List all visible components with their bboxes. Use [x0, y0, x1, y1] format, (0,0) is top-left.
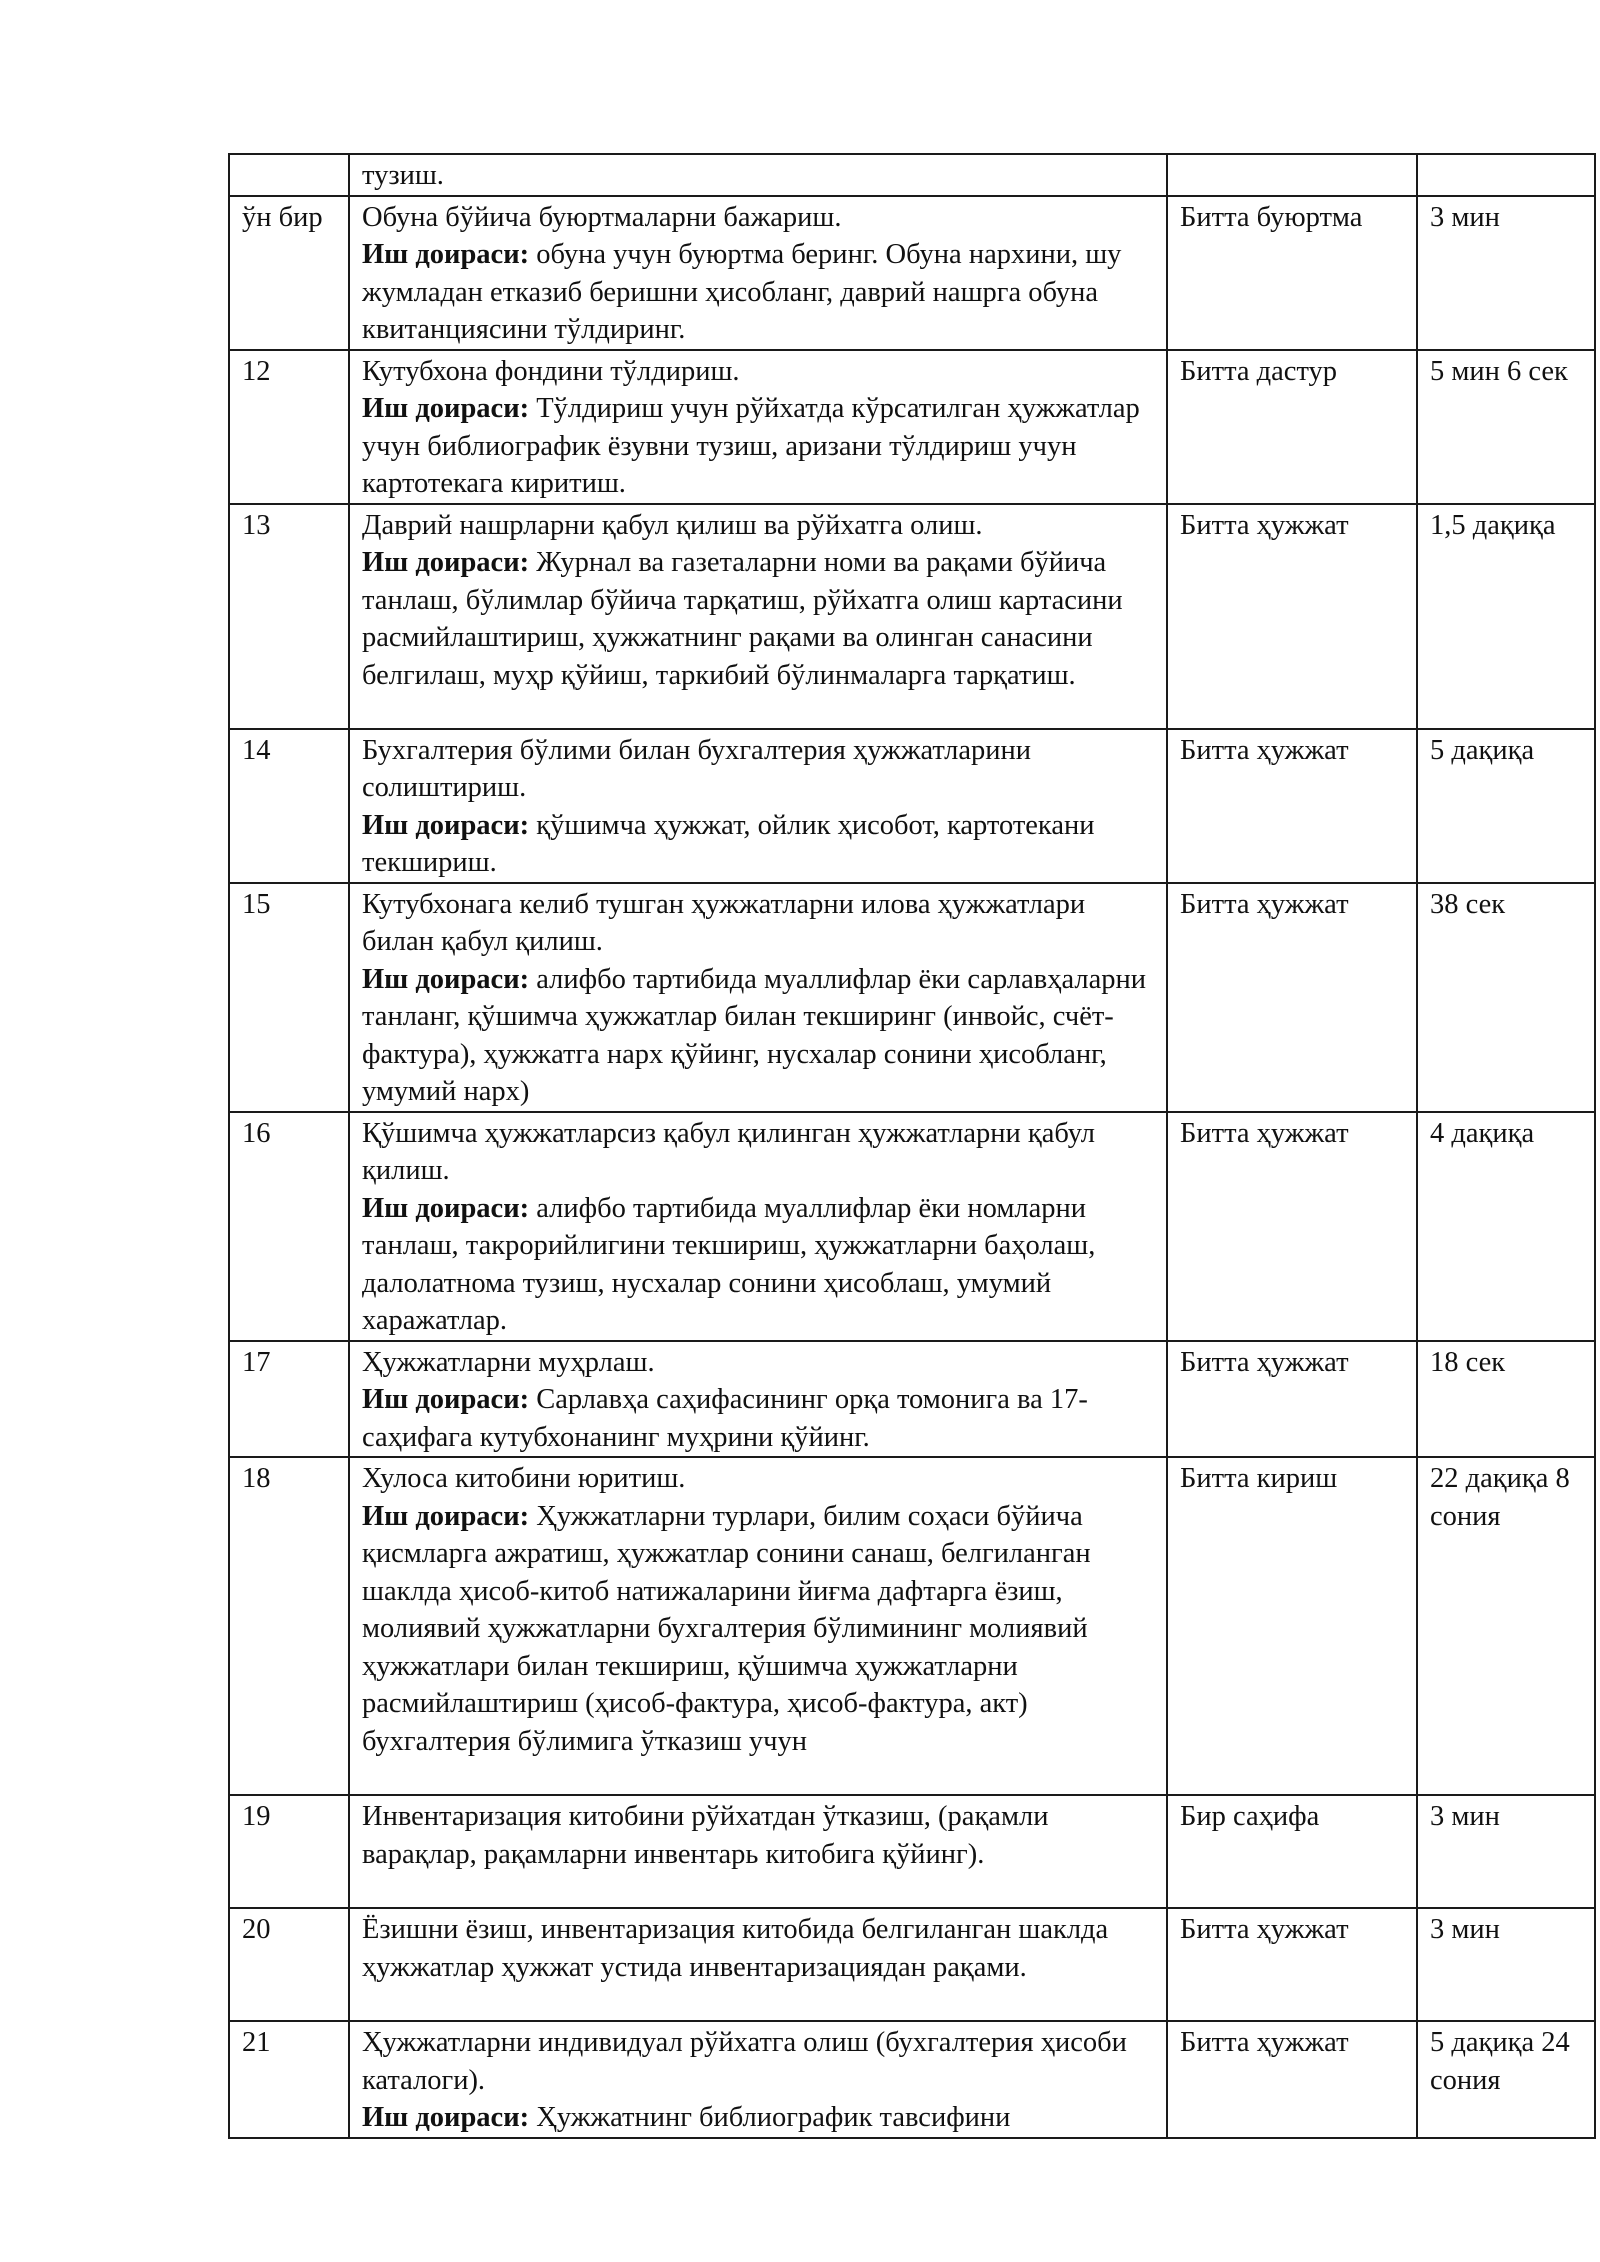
row-time — [1417, 154, 1595, 196]
scope-text: Ҳужжатларни турлари, билим соҳаси бўйича қисмларга ажратиш, ҳужжатлар сонини санаш, белгиланган шаклда ҳисоб-китоб натижаларини йиғма дафтарга ёзиш, молиявий ҳужжатларни бухгалтерия бўлимининг молиявий ҳужжатлари билан текшириш, қўшимча ҳужжатларни расмийлаштириш (ҳисоб-фактура, ҳисоб-фактура, акт) бухгалтерия бўлимига ўтказиш учун — [362, 1500, 1091, 1757]
table-row — [229, 350, 1595, 504]
row-time: 3 мин — [1417, 1908, 1595, 2021]
scope-text: қўшимча ҳужжат, ойлик ҳисобот, картотекани текшириш. — [362, 809, 1095, 878]
scope-label: Иш доираси: — [362, 963, 530, 995]
row-number: 16 — [229, 1112, 349, 1341]
row-time: 5 дақиқа — [1417, 729, 1595, 883]
row-title: Бухгалтерия бўлими билан бухгалтерия ҳужжатларини солиштириш. — [362, 734, 1032, 803]
row-description — [349, 729, 1167, 883]
table-row — [229, 154, 1595, 196]
row-title: Қўшимча ҳужжатларсиз қабул қилинган ҳужжатларни қабул қилиш. — [362, 1117, 1096, 1186]
row-unit: Битта ҳужжат — [1167, 2021, 1417, 2138]
scope-text: Журнал ва газеталарни номи ва рақами бўйича танлаш, бўлимлар бўйича тарқатиш, рўйхатга олиш картасини расмийлаштириш, ҳужжатнинг рақами ва олинган санасини белгилаш, муҳр қўйиш, таркибий бўлинмаларга тарқатиш. — [362, 547, 1123, 691]
row-unit: Битта ҳужжат — [1167, 1341, 1417, 1458]
row-description — [349, 350, 1167, 504]
row-time: 3 мин — [1417, 196, 1595, 350]
row-description — [349, 1341, 1167, 1458]
row-number: 19 — [229, 1795, 349, 1908]
row-time: 22 дақиқа 8 сония — [1417, 1457, 1595, 1795]
row-number: 18 — [229, 1457, 349, 1795]
row-unit: Битта ҳужжат — [1167, 1908, 1417, 2021]
row-title: Ёзишни ёзиш, инвентаризация китобида белгиланган шаклда ҳужжатлар ҳужжат устида инвентаризациядан рақами. — [362, 1914, 1109, 1983]
scope-label: Иш доираси: — [362, 2102, 530, 2133]
table-row — [229, 504, 1595, 729]
table-body — [229, 154, 1595, 2138]
row-title: Кутубхонага келиб тушган ҳужжатларни илова ҳужжатлари билан қабул қилиш. — [362, 888, 1086, 957]
scope-text: Сарлавҳа саҳифасининг орқа томонига ва 17-саҳифага кутубхонанинг муҳрини қўйинг. — [362, 1384, 1088, 1453]
scope-label: Иш доираси: — [362, 1384, 530, 1415]
row-time: 5 дақиқа 24 сония — [1417, 2021, 1595, 2138]
row-unit: Битта буюртма — [1167, 196, 1417, 350]
work-norms-table — [228, 153, 1596, 2139]
scope-text: обуна учун буюртма беринг. Обуна нархини, шу жумладан етказиб беришни ҳисобланг, даврий нашрга обуна квитанциясини тўлдиринг. — [362, 239, 1122, 345]
row-time: 1,5 дақиқа — [1417, 504, 1595, 729]
table-row — [229, 2021, 1595, 2138]
row-unit — [1167, 154, 1417, 196]
row-unit: Битта ҳужжат — [1167, 883, 1417, 1112]
scope-text: Тўлдириш учун рўйхатда кўрсатилган ҳужжатлар учун библиографик ёзувни тузиш, аризани тўлдириш учун картотекага киритиш. — [362, 393, 1140, 499]
scope-label: Иш доираси: — [362, 1500, 530, 1532]
scope-label: Иш доираси: — [362, 1192, 530, 1224]
row-description — [349, 504, 1167, 729]
row-number: 20 — [229, 1908, 349, 2021]
table-row — [229, 729, 1595, 883]
row-unit: Битта ҳужжат — [1167, 1112, 1417, 1341]
row-title: Хулоса китобини юритиш. — [362, 1463, 686, 1494]
row-time: 38 сек — [1417, 883, 1595, 1112]
row-time: 3 мин — [1417, 1795, 1595, 1908]
row-unit: Бир саҳифа — [1167, 1795, 1417, 1908]
table-row — [229, 883, 1595, 1112]
row-number: ўн бир — [229, 196, 349, 350]
row-title: Обуна бўйича буюртмаларни бажариш. — [362, 201, 842, 233]
scope-text: алифбо тартибида муаллифлар ёки сарлавҳаларни танланг, қўшимча ҳужжатлар билан текширинг (инвойс, счёт-фактура), ҳужжатга нарх қўйинг, нусхалар сонини ҳисобланг, умумий нарх) — [362, 963, 1147, 1107]
row-description — [349, 154, 1167, 196]
row-description — [349, 1112, 1167, 1341]
row-time: 5 мин 6 сек — [1417, 350, 1595, 504]
scope-text: Ҳужжатнинг библиографик тавсифини — [529, 2102, 1011, 2133]
row-description — [349, 1795, 1167, 1908]
row-title: Даврий нашрларни қабул қилиш ва рўйхатга олиш. — [362, 509, 983, 541]
row-number: 17 — [229, 1341, 349, 1458]
table-row — [229, 196, 1595, 350]
scope-label: Иш доираси: — [362, 239, 530, 270]
table-row — [229, 1908, 1595, 2021]
row-title: Кутубхона фондини тўлдириш. — [362, 355, 740, 387]
scope-text: алифбо тартибида муаллифлар ёки номларни танлаш, такрорийлигини текшириш, ҳужжатларни баҳолаш, далолатнома тузиш, нусхалар сонини ҳисоблаш, умумий харажатлар. — [362, 1192, 1096, 1336]
row-number: 15 — [229, 883, 349, 1112]
row-time: 18 сек — [1417, 1341, 1595, 1458]
table-row — [229, 1341, 1595, 1458]
row-unit: Битта ҳужжат — [1167, 729, 1417, 883]
row-number: 21 — [229, 2021, 349, 2138]
scope-label: Иш доираси: — [362, 393, 530, 424]
row-unit: Битта кириш — [1167, 1457, 1417, 1795]
row-unit: Битта дастур — [1167, 350, 1417, 504]
row-unit: Битта ҳужжат — [1167, 504, 1417, 729]
scope-label: Иш доираси: — [362, 809, 530, 841]
row-number: 12 — [229, 350, 349, 504]
row-title: Ҳужжатларни индивидуал рўйхатга олиш (бухгалтерия ҳисоби каталоги). — [362, 2027, 1127, 2096]
row-title: Инвентаризация китобини рўйхатдан ўтказиш, (рақамли варақлар, рақамларни инвентарь китобига қўйинг). — [362, 1801, 1049, 1870]
table-row — [229, 1112, 1595, 1341]
scope-label: Иш доираси: — [362, 547, 530, 578]
table-row — [229, 1457, 1595, 1795]
row-description — [349, 883, 1167, 1112]
row-title: Ҳужжатларни муҳрлаш. — [362, 1346, 655, 1378]
row-description — [349, 1908, 1167, 2021]
row-time: 4 дақиқа — [1417, 1112, 1595, 1341]
row-title: тузиш. — [362, 160, 444, 191]
row-number: 13 — [229, 504, 349, 729]
row-number: 14 — [229, 729, 349, 883]
row-description — [349, 1457, 1167, 1795]
row-description — [349, 196, 1167, 350]
row-number — [229, 154, 349, 196]
table-row — [229, 1795, 1595, 1908]
row-description — [349, 2021, 1167, 2138]
